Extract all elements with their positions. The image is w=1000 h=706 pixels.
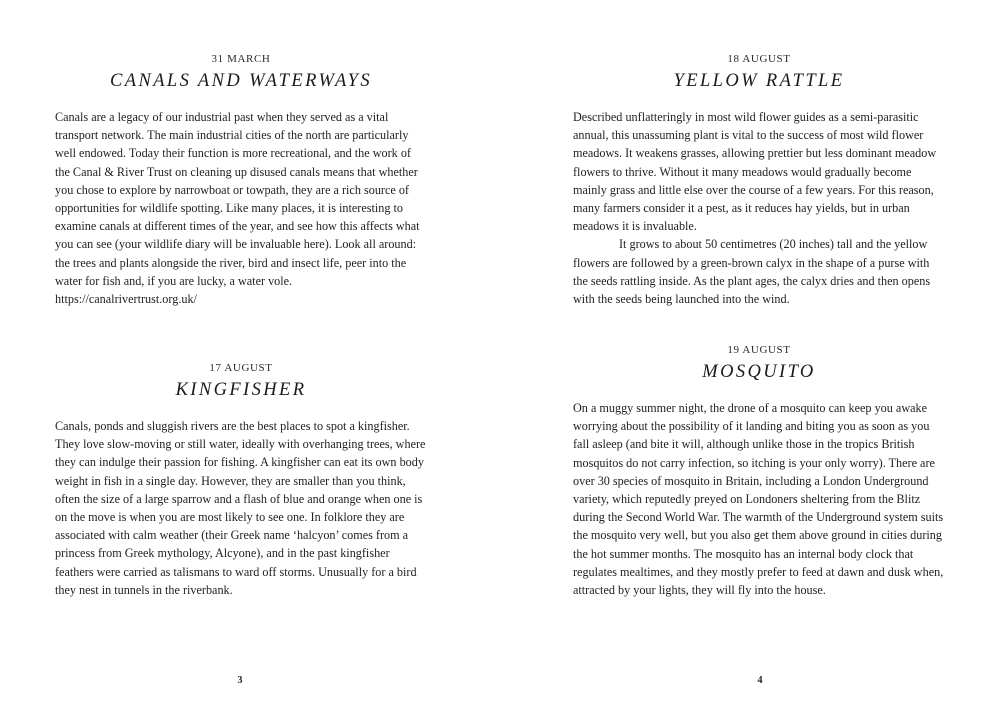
entry-canals-and-waterways bbox=[55, 52, 427, 308]
entry-title: MOSQUITO bbox=[702, 362, 816, 382]
entry-date: 18 AUGUST bbox=[727, 53, 791, 65]
entry-date: 17 AUGUST bbox=[209, 362, 273, 374]
entry-body bbox=[573, 108, 945, 308]
entry-title: CANALS AND WATERWAYS bbox=[110, 71, 372, 91]
page-number: 3 bbox=[237, 675, 243, 686]
entry-mosquito bbox=[573, 343, 945, 599]
entry-yellow-rattle bbox=[573, 52, 945, 308]
entry-body: On a muggy summer night, the drone of a mosquito can keep you awake worrying about the possibility of it landing and biting you as soon as you fall asleep (and bite it will, although unlike those in the tropics British mosquitos do not carry infection, so itching is your only worry). There are over 30 species of mosquito in Britain, including a London Underground variety, which reputedly preyed on Londoners sheltering from the Blitz during the Second World War. The warmth of the Underground system suits the mosquito very well, but you also get them above ground in cities during the hot summer months. The mosquito has an internal body clock that regulates mealtimes, and they mostly prefer to feed at dawn and dusk when, attracted by your lights, they will fly into the house. bbox=[573, 401, 944, 598]
page-number: 4 bbox=[757, 675, 763, 686]
entry-date: 19 AUGUST bbox=[727, 344, 791, 356]
entry-title: KINGFISHER bbox=[175, 380, 307, 400]
right-page bbox=[500, 0, 1000, 706]
entry-body: Canals are a legacy of our industrial past when they served as a vital transport network. The main industrial cities of the north are particularly well endowed. Today their function is more recreational, and the work of the Canal & River Trust on cleaning up disused canals means that whether you chose to explore by narrowboat or towpath, they are a rich source of opportunities for wildlife spotting. Like many places, it is interesting to examine canals at different times of the year, and see how this affects what you can see (your wildlife diary will be invaluable here). Look all around: the trees and plants alongside the river, bird and insect life, peer into the water for fish and, if you are lucky, a water vole. https://canalrivertrust.org.uk/ bbox=[55, 110, 420, 307]
entry-body-paragraph-1: Described unflatteringly in most wild flower guides as a semi-parasitic annual, this unassuming plant is vital to the success of most wild flower meadows. It weakens grasses, allowing prettier but less dominant meadow flowers to thrive. Without it many meadows would gradually become mainly grass and little else over the course of a few years. For this reason, many farmers consider it a pest, as it reduces hay yields, but in urban meadows it is invaluable. bbox=[573, 110, 937, 234]
entry-body-paragraph-2: It grows to about 50 centimetres (20 inches) tall and the yellow flowers are followed by a green-brown calyx in the shape of a purse with the seeds rattling inside. As the plant ages, the calyx dries and then opens with the seeds being launched into the wind. bbox=[573, 237, 931, 307]
entry-date: 31 MARCH bbox=[211, 53, 271, 65]
entry-body: Canals, ponds and sluggish rivers are the best places to spot a kingfisher. They love slow-moving or still water, ideally with overhanging trees, where they can indulge their passion for fishing. A kingfisher can eat its own body weight in fish in a single day. However, they are smaller than you think, often the size of a large sparrow and a flash of blue and orange when one is on the move is when you are most likely to see one. In folklore they are associated with calm weather (their Greek name ‘halcyon’ comes from a princess from Greek mythology, Alcyone), and in the past kingfisher feathers were carried as talismans to ward off storms. Unusually for a bird they nest in tunnels in the riverbank. bbox=[55, 419, 426, 597]
entry-kingfisher bbox=[55, 361, 427, 599]
entry-title: YELLOW RATTLE bbox=[673, 71, 845, 91]
